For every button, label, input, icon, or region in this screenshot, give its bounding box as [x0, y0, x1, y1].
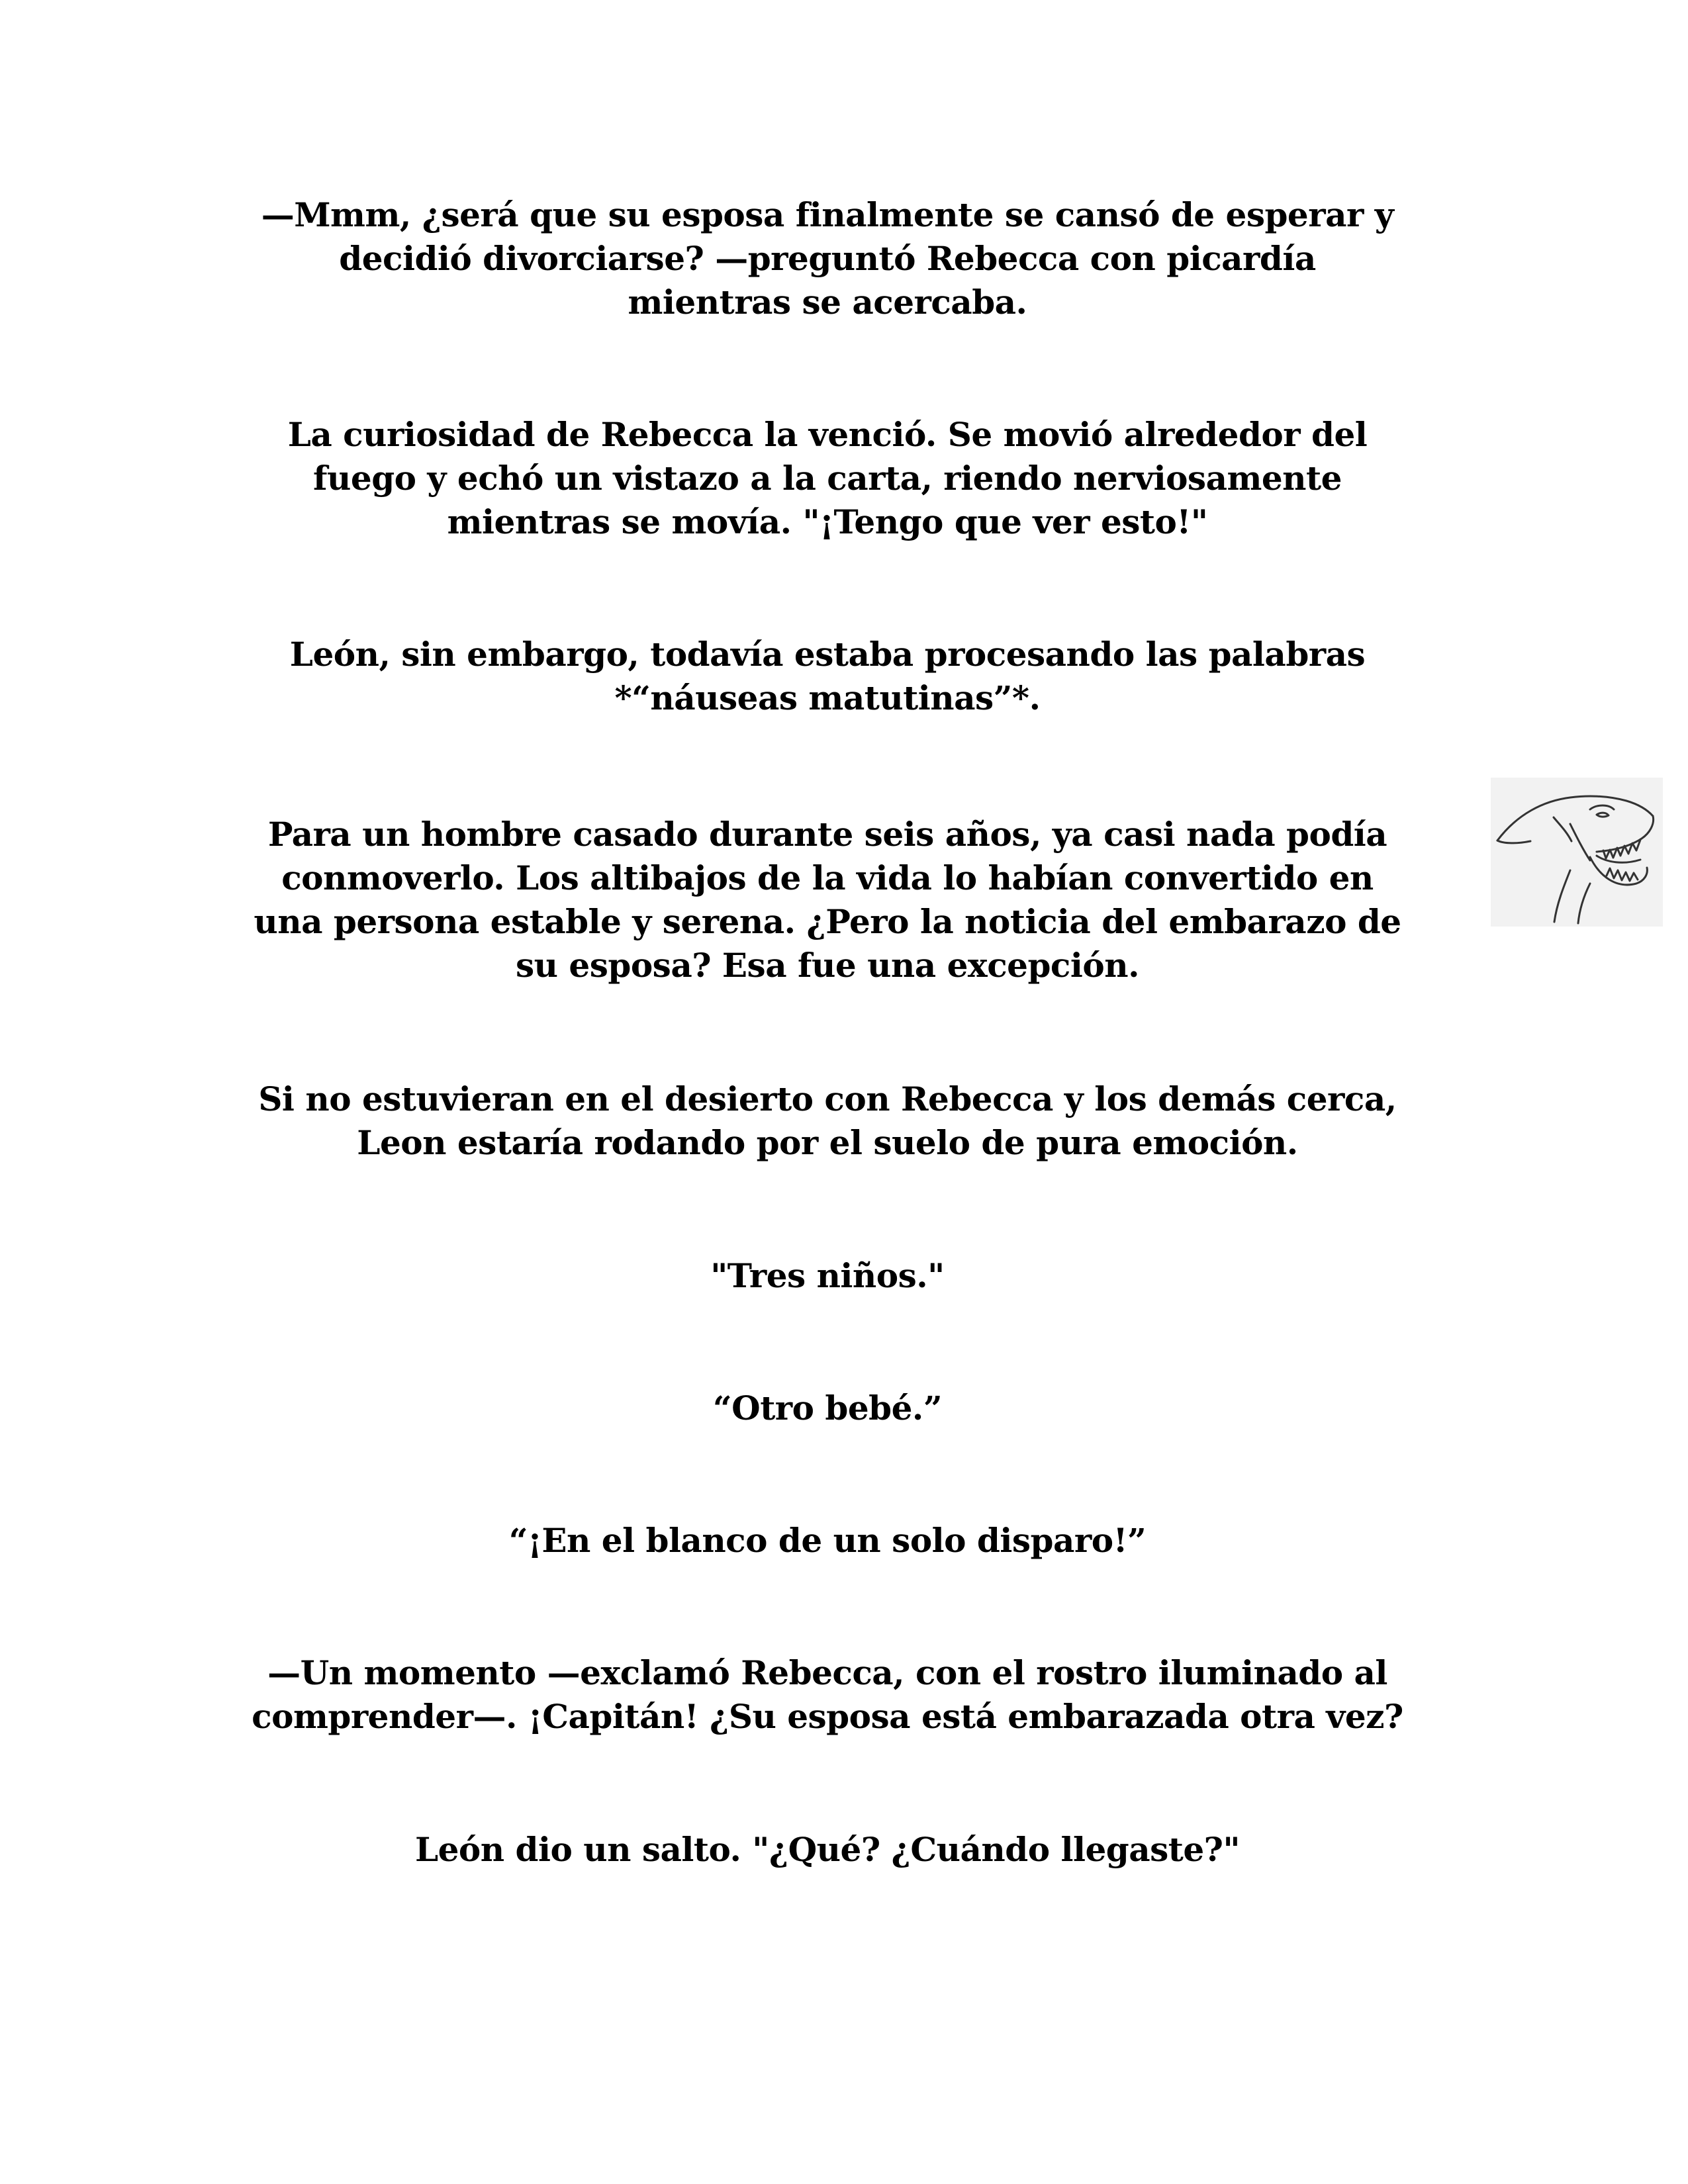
paragraph-4: Para un hombre casado durante seis años, ya casi nada podía conmoverlo. Los altibajos de la vida lo habían convertido en una persona estable y serena. ¿Pero la noticia del embarazo de su esposa? Esa fue una excepción.	[254, 815, 1401, 985]
paragraph-2: La curiosidad de Rebecca la venció. Se movió alrededor del fuego y echó un vistazo a la carta, riendo nerviosamente mientras se movía. "¡Tengo que ver esto!"	[287, 415, 1368, 541]
paragraph-5: Si no estuvieran en el desierto con Rebecca y los demás cerca, Leon estaría rodando por el suelo de pura emoción.	[258, 1079, 1397, 1162]
dinosaur-sketch-icon	[1491, 778, 1663, 927]
paragraph-8: “¡En el blanco de un solo disparo!”	[508, 1521, 1147, 1560]
paragraph-7: “Otro bebé.”	[712, 1388, 943, 1428]
paragraph-3: León, sin embargo, todavía estaba procesando las palabras *“náuseas matutinas”*.	[289, 635, 1366, 717]
paragraph-1: —Mmm, ¿será que su esposa finalmente se cansó de esperar y decidió divorciarse? —preguntó Rebecca con picardía mientras se acercaba.	[261, 195, 1394, 322]
paragraph-6: "Tres niños."	[710, 1256, 945, 1295]
paragraph-10: León dio un salto. "¿Qué? ¿Cuándo llegaste?"	[414, 1830, 1241, 1869]
paragraph-9: —Un momento —exclamó Rebecca, con el rostro iluminado al comprender—. ¡Capitán! ¿Su esposa está embarazada otra vez?	[252, 1653, 1403, 1736]
